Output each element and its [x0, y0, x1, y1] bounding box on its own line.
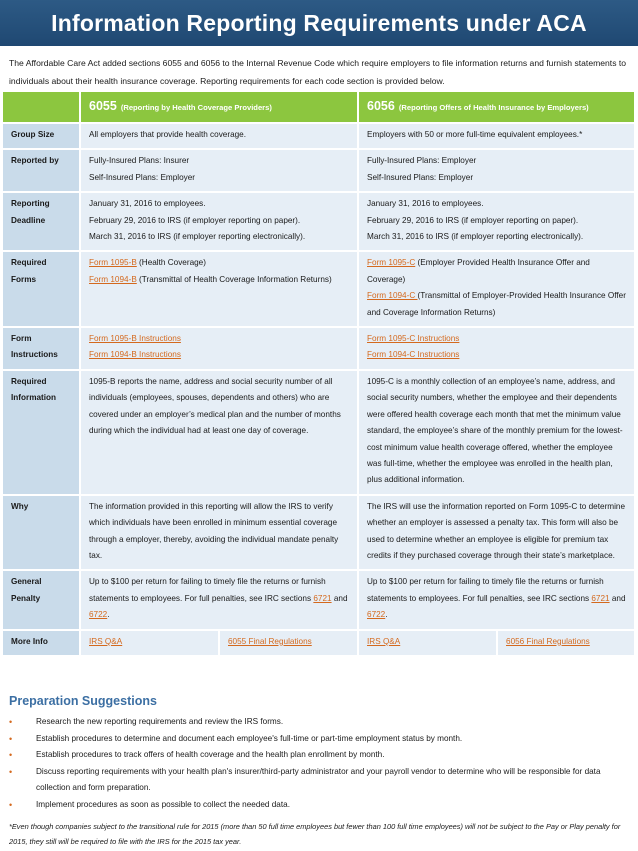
row-label-forms-line1: Required	[11, 258, 47, 268]
form-1094b-link[interactable]: Form 1094-B	[89, 274, 137, 284]
row-label-information-line1: Required	[11, 376, 47, 386]
row-label-penalty	[3, 570, 80, 629]
deadline-6055-paper: February 29, 2016 to IRS (if employer reporting on paper).	[89, 215, 301, 225]
bullet-icon: •	[9, 766, 13, 777]
form-1094c-link[interactable]: Form 1094-C	[367, 291, 418, 301]
header-6055	[80, 92, 358, 123]
reported-by-6055-self: Self-Insured Plans: Employer	[89, 172, 196, 182]
table-row-more-info	[3, 630, 635, 656]
row-label-penalty-line1: General	[11, 577, 42, 587]
form-1095c-link[interactable]: Form 1095-C	[367, 258, 416, 268]
reported-by-6056	[358, 149, 635, 192]
list-item-text: Implement procedures as soon as possible to collect the needed data.	[36, 799, 290, 809]
irc-6722-link-6056[interactable]: 6722	[367, 610, 386, 620]
forms-6056	[358, 251, 635, 327]
bullet-icon: •	[9, 799, 13, 810]
header-6056-code: 6056	[367, 98, 395, 113]
penalty-6055-text: Up to $100 per return for failing to timely file the returns or furnish statements to employees. For full penalties, see IRC sections	[89, 577, 326, 603]
requirements-table	[3, 92, 636, 657]
row-label-penalty-line2: Penalty	[11, 593, 41, 603]
row-label-forms	[3, 251, 80, 327]
table-row-deadline	[3, 192, 635, 251]
row-label-more-info: More Info	[3, 630, 80, 656]
list-item-text: Research the new reporting requirements and review the IRS forms.	[36, 717, 284, 726]
form-1095c-desc: (Employer Provided Health Insurance Offer and Coverage)	[367, 258, 590, 284]
irc-6721-link-6055[interactable]: 6721	[313, 593, 332, 603]
irc-6722-link-6055[interactable]: 6722	[89, 610, 108, 620]
list-item	[9, 731, 629, 748]
more-info-6055-regs	[219, 630, 358, 656]
form-1095c-instructions-link[interactable]: Form 1095-C Instructions	[367, 334, 460, 344]
reported-by-6055	[80, 149, 358, 192]
deadline-6055-employees: January 31, 2016 to employees.	[89, 199, 206, 209]
row-label-information	[3, 370, 80, 495]
group-size-6055: All employers that provide health coverage.	[80, 123, 358, 149]
information-6055: 1095-B reports the name, address and social security number of all individuals (employees, spouses, dependents and others) who are covered under an employer’s medical plan and the number of months during which the individual had at least one day of coverage.	[80, 370, 358, 495]
deadline-6056-paper: February 29, 2016 to IRS (if employer reporting on paper).	[367, 215, 579, 225]
form-1095b-desc: (Health Coverage)	[136, 258, 206, 268]
form-1094b-desc: (Transmittal of Health Coverage Information Returns)	[136, 274, 332, 284]
more-info-6055-qa	[80, 630, 219, 656]
row-label-reported-by: Reported by	[3, 149, 80, 192]
forms-6055	[80, 251, 358, 327]
list-item	[9, 714, 629, 731]
reported-by-6056-fully: Fully-Insured Plans: Employer	[367, 156, 477, 166]
bullet-icon: •	[9, 750, 13, 761]
table-row-forms	[3, 251, 635, 327]
preparation-list	[9, 714, 629, 814]
row-label-deadline-line1: Reporting	[11, 199, 50, 209]
penalty-6056	[358, 570, 635, 629]
title-banner	[0, 0, 638, 46]
header-6056	[358, 92, 635, 123]
penalty-6056-text: Up to $100 per return for failing to timely file the returns or furnish statements to employees. For full penalties, see IRC sections	[367, 577, 604, 603]
penalty-6056-and: and	[609, 593, 626, 603]
table-row-penalty	[3, 570, 635, 629]
row-label-instructions	[3, 327, 80, 370]
table-row-instructions	[3, 327, 635, 370]
page-title: Information Reporting Requirements under ACA	[51, 9, 587, 36]
row-label-deadline	[3, 192, 80, 251]
reported-by-6056-self: Self-Insured Plans: Employer	[367, 172, 474, 182]
row-label-deadline-line2: Deadline	[11, 215, 46, 225]
row-label-forms-line2: Forms	[11, 274, 37, 284]
list-item	[9, 747, 629, 764]
form-1094c-instructions-link[interactable]: Form 1094-C Instructions	[367, 350, 460, 360]
final-regulations-6056-link[interactable]: 6056 Final Regulations	[506, 636, 590, 646]
irc-6721-link-6056[interactable]: 6721	[591, 593, 610, 603]
header-6056-subtitle: (Reporting Offers of Health Insurance by Employers)	[398, 102, 589, 112]
table-header-row	[3, 92, 635, 123]
list-item-text: Discuss reporting requirements with your health plan's insurer/third-party administrator and your payroll vendor to determine who will be responsible for data collection and form preparation.	[36, 766, 601, 793]
why-6056: The IRS will use the information reported on Form 1095-C to determine whether an employer is assessed a penalty tax. This form will also be used to determine whether an employee is eligible for premium tax credits if they purchased coverage through their state’s marketplace.	[358, 495, 635, 571]
penalty-6056-end: .	[385, 610, 388, 620]
table-row-why	[3, 495, 635, 571]
reported-by-6055-fully: Fully-Insured Plans: Insurer	[89, 156, 190, 166]
information-6056: 1095-C is a monthly collection of an employee’s name, address, and social security numbers, whether the employee and their dependents were offered health coverage each month that met the minimum value standard, the employee’s share of the monthly premium for the lowest-cost minimum value health coverage offered, whether the employee was full-time, whether the employee was enrolled in the health plan, plus additional information.	[358, 370, 635, 495]
penalty-6055-end: .	[107, 610, 110, 620]
instructions-6056	[358, 327, 635, 370]
row-label-why: Why	[3, 495, 80, 571]
form-1094c-desc: (Transmittal of Employer-Provided Health Insurance Offer and Coverage Information Returns)	[367, 291, 626, 317]
penalty-6055	[80, 570, 358, 629]
footnote: *Even though companies subject to the transitional rule for 2015 (more than 50 full time employees but fewer than 100 full time employees) will not be subject to the Pay or Play penalty for 2015, they still will be required to file with the IRS for the 2015 tax year.	[9, 822, 621, 846]
list-item	[9, 764, 629, 797]
row-label-instructions-line2: Instructions	[11, 350, 58, 360]
deadline-6055	[80, 192, 358, 251]
deadline-6055-electronic: March 31, 2016 to IRS (if employer reporting electronically).	[89, 232, 306, 242]
instructions-6055	[80, 327, 358, 370]
deadline-6056-electronic: March 31, 2016 to IRS (if employer reporting electronically).	[367, 232, 584, 242]
list-item	[9, 797, 629, 814]
table-row-information	[3, 370, 635, 495]
more-info-6056-regs	[497, 630, 635, 656]
header-6055-subtitle: (Reporting by Health Coverage Providers)	[120, 102, 272, 112]
irs-qa-link-6056[interactable]: IRS Q&A	[367, 636, 401, 646]
list-item-text: Establish procedures to track offers of health coverage and the health plan enrollment by month.	[36, 750, 385, 760]
form-1095b-instructions-link[interactable]: Form 1095-B Instructions	[89, 334, 181, 344]
final-regulations-6055-link[interactable]: 6055 Final Regulations	[228, 636, 312, 646]
bullet-icon: •	[9, 733, 13, 744]
row-label-information-line2: Information	[11, 393, 57, 403]
header-corner	[3, 92, 80, 123]
penalty-6055-and: and	[331, 593, 348, 603]
table-row-reported-by	[3, 149, 635, 192]
header-6055-code: 6055	[89, 98, 117, 113]
row-label-instructions-line1: Form	[11, 334, 32, 344]
form-1094b-instructions-link[interactable]: Form 1094-B Instructions	[89, 350, 181, 360]
row-label-group-size: Group Size	[3, 123, 80, 149]
why-6055: The information provided in this reporting will allow the IRS to verify which individuals have been enrolled in minimum essential coverage through a employer, thereby, avoiding the individual mandate penalty tax.	[80, 495, 358, 571]
bullet-icon: •	[9, 717, 13, 727]
deadline-6056-employees: January 31, 2016 to employees.	[367, 199, 484, 209]
intro-paragraph: The Affordable Care Act added sections 6055 and 6056 to the Internal Revenue Code which require employers to file information returns and furnish statements to individuals about their health insurance coverage. Reporting requirements for each code section is provided below.	[9, 58, 627, 86]
irs-qa-link-6055[interactable]: IRS Q&A	[89, 636, 123, 646]
list-item-text: Establish procedures to determine and document each employee's full-time or part-time employment status by month.	[36, 733, 463, 743]
form-1095b-link[interactable]: Form 1095-B	[89, 258, 137, 268]
deadline-6056	[358, 192, 635, 251]
table-row-group-size	[3, 123, 635, 149]
group-size-6056: Employers with 50 or more full-time equivalent employees.*	[358, 123, 635, 149]
preparation-title: Preparation Suggestions	[9, 694, 157, 708]
more-info-6056-qa	[358, 630, 497, 656]
